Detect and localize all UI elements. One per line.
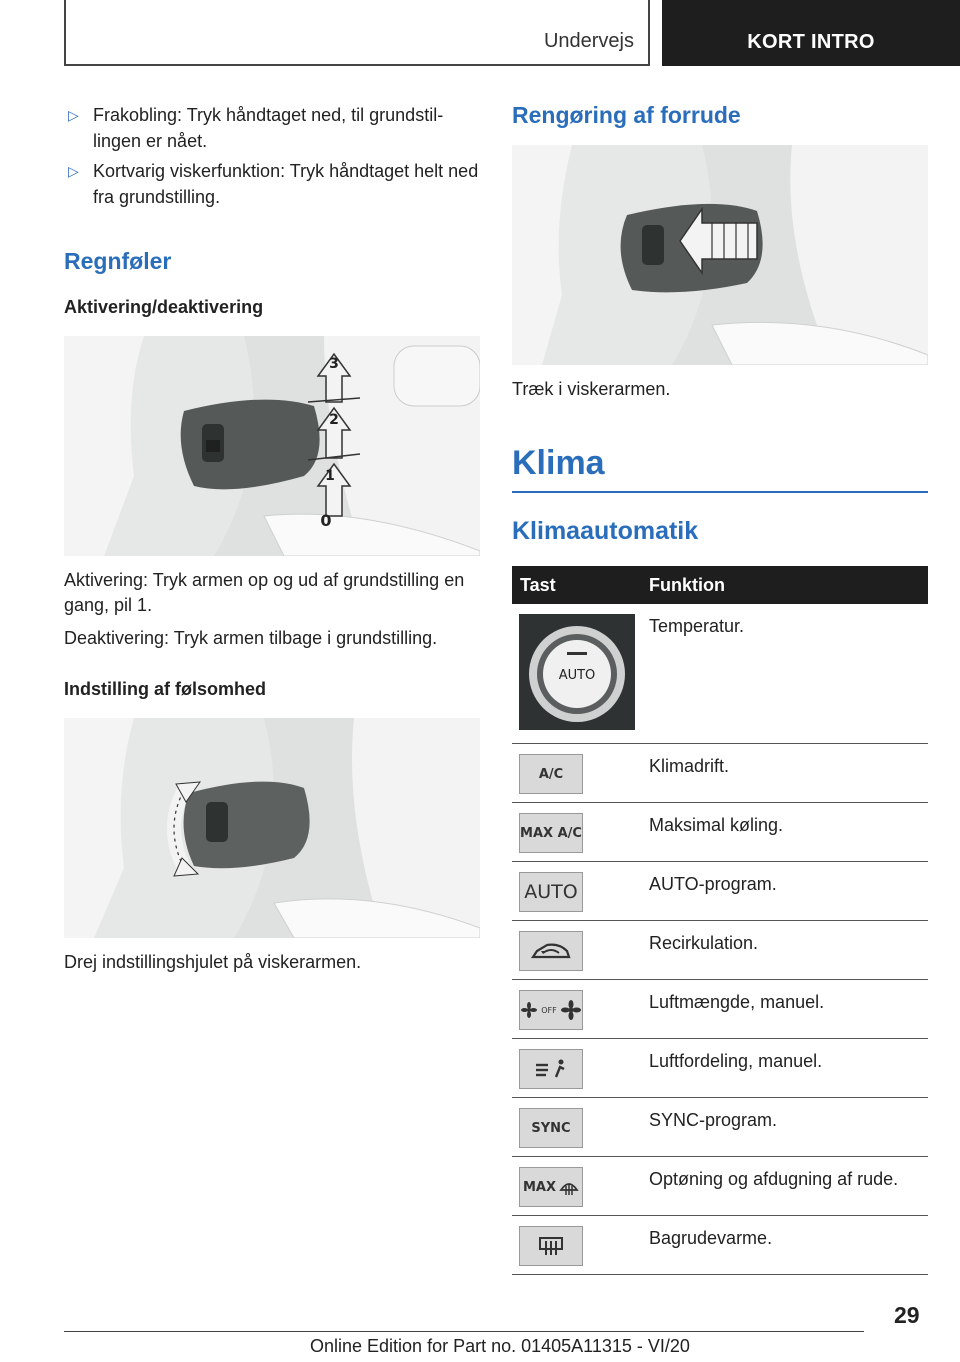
figure-label-3: 3: [329, 356, 339, 372]
air-distribution-button-icon: [519, 1049, 583, 1089]
dial-label: AUTO: [558, 668, 596, 683]
function-text: Temperatur.: [641, 604, 928, 744]
deactivation-text: Deaktivering: Tryk armen tilbage i grundstilling.: [64, 628, 438, 648]
rain-sensor-heading: Regnføler: [64, 248, 172, 274]
max-ac-button-icon: MAX A/C: [519, 813, 583, 853]
max-defrost-button-icon: [519, 1167, 583, 1207]
table-row: [512, 1216, 928, 1275]
windshield-text: Træk i viskerarmen.: [512, 379, 671, 399]
header-chapter-tab[interactable]: KORT INTRO: [662, 0, 960, 66]
right-column: [512, 102, 928, 1275]
column-header-function: Funktion: [641, 566, 928, 604]
table-row: [512, 604, 928, 744]
rain-sensor-stalk-figure: [64, 336, 480, 556]
footer-edition-text: Online Edition for Part no. 01405A11315 - VI/20: [310, 1336, 690, 1356]
ac-button-icon: A/C: [519, 754, 583, 794]
table-header-row: [512, 566, 928, 604]
bullet-item: [64, 102, 480, 154]
max-label: MAX: [522, 1179, 557, 1195]
sensitivity-heading: Indstilling af følsomhed: [64, 679, 266, 699]
function-text: Maksimal køling.: [641, 803, 928, 862]
function-text: SYNC-program.: [641, 1098, 928, 1157]
header-frame: [64, 0, 650, 66]
sensitivity-text: Drej indstillingshjulet på viskerarmen.: [64, 952, 362, 972]
figure-label-0: 0: [320, 511, 332, 530]
sensitivity-wheel-figure: [64, 718, 480, 938]
figure-label-1: 1: [325, 468, 335, 484]
windshield-stalk-figure: [512, 145, 928, 365]
bullet-item: [64, 158, 480, 210]
figure-label-2: 2: [329, 412, 339, 428]
fan-button-icon: [519, 990, 583, 1030]
activation-text: Aktivering: Tryk armen op og ud af grundstilling en gang, pil 1.: [64, 570, 465, 615]
climate-heading-rule: [512, 491, 928, 493]
table-row: [512, 1098, 928, 1157]
function-text: Klimadrift.: [641, 744, 928, 803]
function-text: Luftfordeling, manuel.: [641, 1039, 928, 1098]
triangle-bullet-icon: ▷: [68, 107, 79, 123]
function-text: Recirkulation.: [641, 921, 928, 980]
footer-rule: [64, 1331, 864, 1332]
table-row: [512, 1157, 928, 1216]
function-text: Bagrudevarme.: [641, 1216, 928, 1275]
recirculation-button-icon: [519, 931, 583, 971]
table-row: [512, 1039, 928, 1098]
table-row: [512, 744, 928, 803]
climate-heading: Klima: [512, 444, 605, 482]
table-row: [512, 862, 928, 921]
function-text: Luftmængde, manuel.: [641, 980, 928, 1039]
header-section-title: Undervejs: [543, 30, 634, 52]
climate-controls-table: [512, 566, 928, 1275]
fan-off-label: OFF: [541, 1005, 557, 1015]
bullet-text: Kortvarig viskerfunktion: Tryk håndtaget helt ned fra grundstilling.: [93, 161, 479, 207]
triangle-bullet-icon: ▷: [68, 163, 79, 179]
column-header-button: Tast: [512, 566, 641, 604]
bullet-text: Frakobling: Tryk håndtaget ned, til grundstil-lingen er nået.: [93, 105, 444, 151]
function-text: Optøning og afdugning af rude.: [641, 1157, 928, 1216]
temperature-dial-icon: [519, 614, 635, 730]
auto-climate-heading: Klimaautomatik: [512, 517, 699, 545]
table-row: [512, 803, 928, 862]
table-row: [512, 980, 928, 1039]
page-number: 29: [894, 1302, 920, 1328]
sync-button-icon: SYNC: [519, 1108, 583, 1148]
function-text: AUTO-program.: [641, 862, 928, 921]
windshield-cleaning-heading: Rengøring af forrude: [512, 102, 741, 128]
auto-button-icon: AUTO: [519, 872, 583, 912]
table-row: [512, 921, 928, 980]
left-column: [64, 102, 480, 975]
rear-defrost-button-icon: [519, 1226, 583, 1266]
activation-heading: Aktivering/deaktivering: [64, 297, 264, 317]
